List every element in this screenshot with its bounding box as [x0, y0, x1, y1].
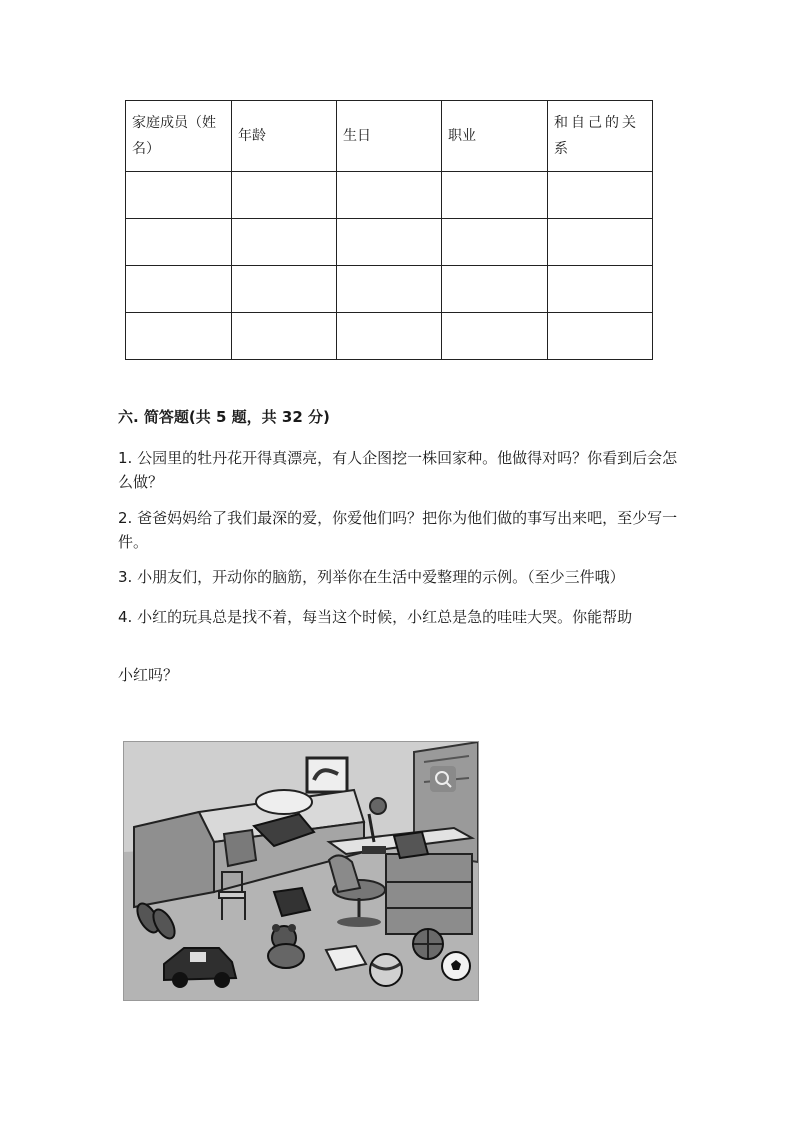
table-cell[interactable] — [337, 219, 442, 266]
table-header-row — [126, 101, 653, 172]
family-table — [125, 100, 653, 360]
section-title: 六. 简答题(共 5 题，共 32 分) — [118, 408, 330, 426]
table-cell[interactable] — [232, 172, 337, 219]
table-cell[interactable] — [442, 313, 548, 360]
table-cell[interactable] — [337, 172, 442, 219]
question-3: 3. 小朋友们，开动你的脑筋，列举你在生活中爱整理的示例。（至少三件哦） — [118, 568, 625, 586]
zoom-icon — [430, 766, 456, 792]
table-cell[interactable] — [126, 266, 232, 313]
question-4-continued: 小红吗？ — [118, 666, 179, 684]
header-age: 年龄 — [232, 101, 337, 172]
table-cell[interactable] — [232, 219, 337, 266]
table-cell[interactable] — [126, 313, 232, 360]
table-cell[interactable] — [548, 219, 653, 266]
table-row — [126, 266, 653, 313]
question-2: 2. 爸爸妈妈给了我们最深的爱，你爱他们吗？把你为他们做的事写出来吧，至少写一件。 — [118, 509, 678, 551]
table-row — [126, 172, 653, 219]
table-cell[interactable] — [442, 219, 548, 266]
question-1: 1. 公园里的牡丹花开得真漂亮，有人企图挖一株回家种。他做得对吗？你看到后会怎么做？ — [118, 449, 678, 491]
header-occupation: 职业 — [442, 101, 548, 172]
header-family-member: 家庭成员（姓名） — [126, 101, 232, 172]
header-relationship: 和自己的关系 — [548, 101, 653, 172]
table-cell[interactable] — [126, 219, 232, 266]
table-row — [126, 219, 653, 266]
table-row — [126, 313, 653, 360]
table-cell[interactable] — [337, 266, 442, 313]
table-cell[interactable] — [548, 266, 653, 313]
table-cell[interactable] — [548, 172, 653, 219]
question-4: 4. 小红的玩具总是找不着，每当这个时候，小红总是急的哇哇大哭。你能帮助 — [118, 608, 633, 626]
table-cell[interactable] — [337, 313, 442, 360]
table-cell[interactable] — [232, 266, 337, 313]
table-cell[interactable] — [442, 266, 548, 313]
room-drawing — [124, 742, 478, 1000]
table-cell[interactable] — [548, 313, 653, 360]
messy-room-illustration — [123, 741, 479, 1001]
table-cell[interactable] — [126, 172, 232, 219]
header-birthday: 生日 — [337, 101, 442, 172]
table-cell[interactable] — [232, 313, 337, 360]
table-cell[interactable] — [442, 172, 548, 219]
